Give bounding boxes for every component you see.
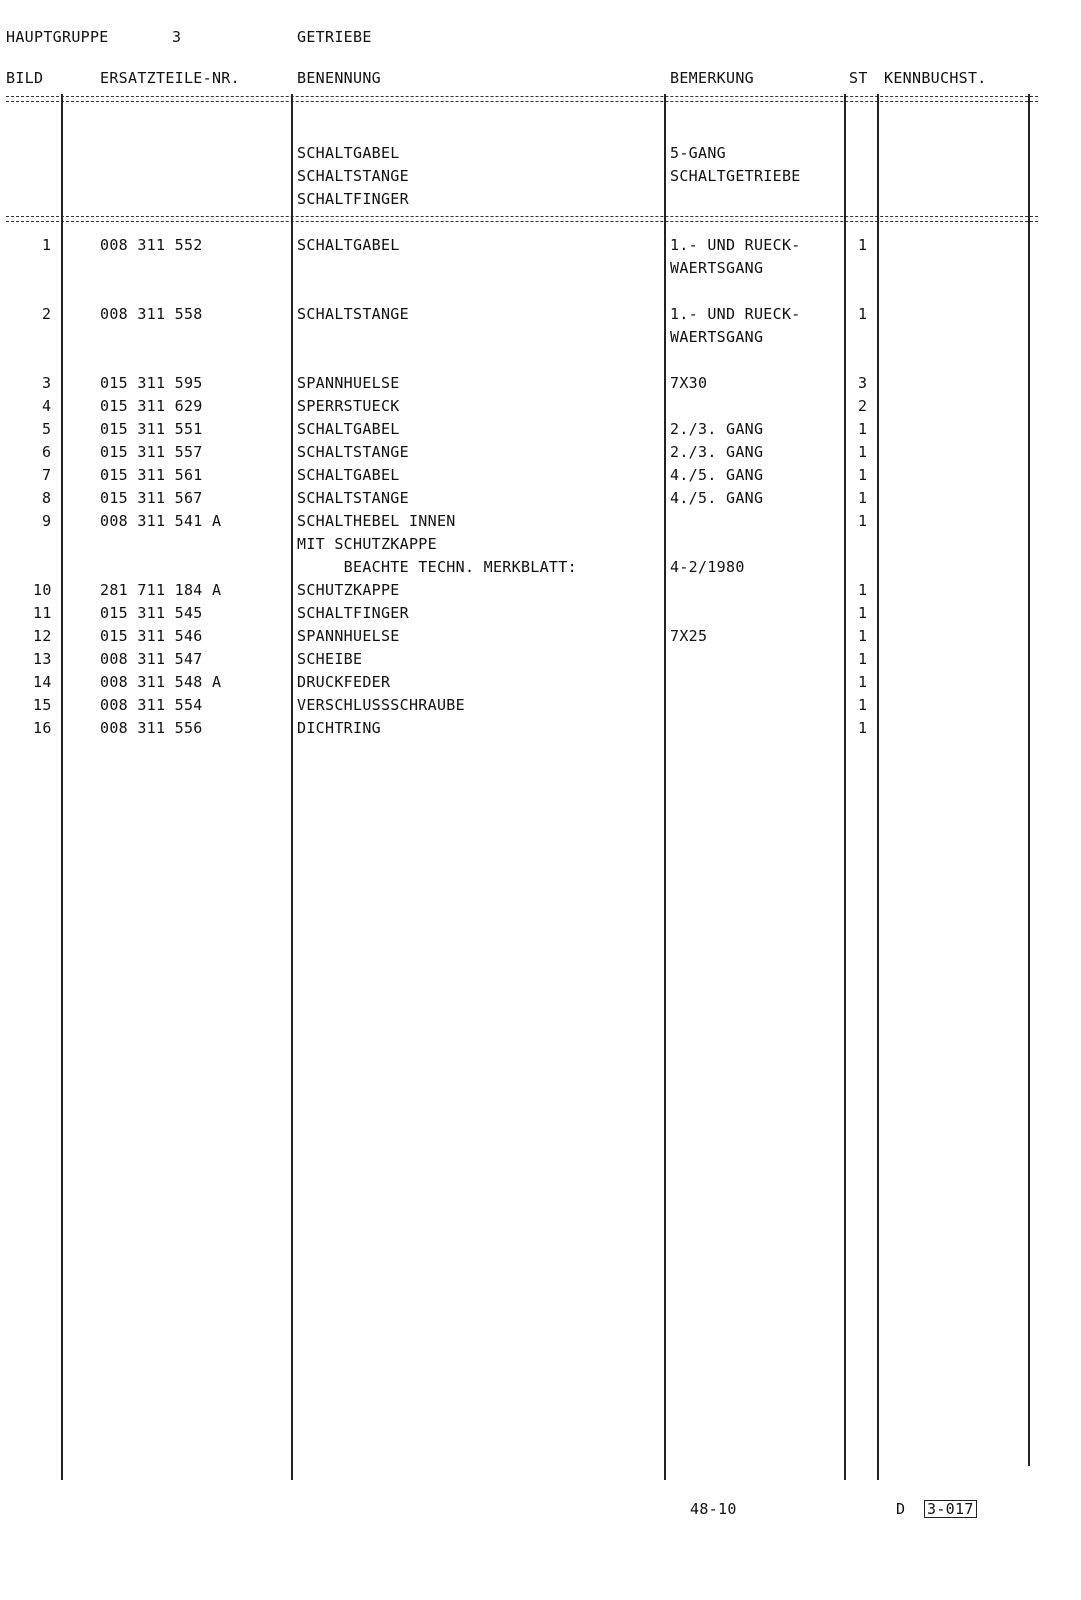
row-bild: 15 bbox=[33, 696, 52, 714]
page-number: 48-10 bbox=[690, 1500, 737, 1518]
col-header-st: ST bbox=[849, 69, 868, 87]
row-bild: 6 bbox=[42, 443, 52, 461]
row-benennung: SCHALTFINGER bbox=[297, 604, 409, 622]
column-divider-2 bbox=[291, 94, 293, 1480]
row-st: 1 bbox=[858, 420, 868, 438]
col-header-benennung: BENENNUNG bbox=[297, 69, 381, 87]
row-bild: 9 bbox=[42, 512, 52, 530]
row-part-number: 015 311 561 bbox=[100, 466, 203, 484]
row-benennung: SCHUTZKAPPE bbox=[297, 581, 400, 599]
row-bemerkung: 4./5. GANG bbox=[670, 489, 764, 507]
row-bemerkung: 7X25 bbox=[670, 627, 708, 645]
row-benennung: SCHALTSTANGE bbox=[297, 305, 409, 323]
row-st: 1 bbox=[858, 489, 868, 507]
row-benennung: SCHALTGABEL bbox=[297, 466, 400, 484]
hauptgruppe-number: 3 bbox=[172, 28, 182, 46]
section-separator bbox=[6, 216, 1038, 222]
row-note: MIT SCHUTZKAPPE bbox=[297, 535, 437, 553]
row-benennung: SPERRSTUECK bbox=[297, 397, 400, 415]
row-part-number: 015 311 629 bbox=[100, 397, 203, 415]
hauptgruppe-title: GETRIEBE bbox=[297, 28, 372, 46]
row-st: 1 bbox=[858, 650, 868, 668]
row-bild: 16 bbox=[33, 719, 52, 737]
row-bild: 4 bbox=[42, 397, 52, 415]
row-part-number: 008 311 547 bbox=[100, 650, 203, 668]
col-header-bemerkung: BEMERKUNG bbox=[670, 69, 754, 87]
header-separator bbox=[6, 96, 1038, 102]
row-part-number: 015 311 546 bbox=[100, 627, 203, 645]
row-part-number: 008 311 548 A bbox=[100, 673, 222, 691]
row-bemerkung: 4-2/1980 bbox=[670, 558, 745, 576]
row-bild: 10 bbox=[33, 581, 52, 599]
language-code: D bbox=[896, 1500, 906, 1518]
row-part-number: 015 311 595 bbox=[100, 374, 203, 392]
page-reference-box: 3-017 bbox=[924, 1500, 977, 1518]
row-bild: 13 bbox=[33, 650, 52, 668]
row-bild: 14 bbox=[33, 673, 52, 691]
column-divider-4 bbox=[844, 94, 846, 1480]
row-st: 1 bbox=[858, 719, 868, 737]
row-part-number: 015 311 567 bbox=[100, 489, 203, 507]
row-bemerkung-cont: WAERTSGANG bbox=[670, 328, 764, 346]
column-divider-3 bbox=[664, 94, 666, 1480]
row-bemerkung-cont: WAERTSGANG bbox=[670, 259, 764, 277]
row-bemerkung: 2./3. GANG bbox=[670, 443, 764, 461]
row-bemerkung: 2./3. GANG bbox=[670, 420, 764, 438]
section-remark-2: SCHALTGETRIEBE bbox=[670, 167, 801, 185]
row-part-number: 008 311 552 bbox=[100, 236, 203, 254]
row-bild: 2 bbox=[42, 305, 52, 323]
col-header-ersatzteile-nr: ERSATZTEILE-NR. bbox=[100, 69, 240, 87]
row-st: 1 bbox=[858, 443, 868, 461]
row-part-number: 015 311 557 bbox=[100, 443, 203, 461]
row-bild: 12 bbox=[33, 627, 52, 645]
col-header-bild: BILD bbox=[6, 69, 44, 87]
row-bild: 8 bbox=[42, 489, 52, 507]
row-st: 1 bbox=[858, 627, 868, 645]
row-st: 1 bbox=[858, 466, 868, 484]
row-benennung: SCHALTSTANGE bbox=[297, 443, 409, 461]
section-line-1: SCHALTGABEL bbox=[297, 144, 400, 162]
row-bild: 7 bbox=[42, 466, 52, 484]
row-st: 1 bbox=[858, 581, 868, 599]
row-benennung: SPANNHUELSE bbox=[297, 627, 400, 645]
row-benennung: VERSCHLUSSSCHRAUBE bbox=[297, 696, 465, 714]
row-benennung: SPANNHUELSE bbox=[297, 374, 400, 392]
section-line-2: SCHALTSTANGE bbox=[297, 167, 409, 185]
section-remark-1: 5-GANG bbox=[670, 144, 726, 162]
row-bild: 5 bbox=[42, 420, 52, 438]
row-benennung: DICHTRING bbox=[297, 719, 381, 737]
row-st: 1 bbox=[858, 236, 868, 254]
row-benennung: SCHALTGABEL bbox=[297, 236, 400, 254]
row-bemerkung: 1.- UND RUECK- bbox=[670, 236, 801, 254]
row-benennung: SCHALTHEBEL INNEN bbox=[297, 512, 456, 530]
hauptgruppe-label: HAUPTGRUPPE bbox=[6, 28, 109, 46]
row-part-number: 015 311 545 bbox=[100, 604, 203, 622]
column-divider-6 bbox=[1028, 94, 1030, 1466]
column-divider-1 bbox=[61, 94, 63, 1480]
row-part-number: 281 711 184 A bbox=[100, 581, 222, 599]
row-st: 2 bbox=[858, 397, 868, 415]
row-bild: 1 bbox=[42, 236, 52, 254]
row-benennung: DRUCKFEDER bbox=[297, 673, 391, 691]
section-line-3: SCHALTFINGER bbox=[297, 190, 409, 208]
column-divider-5 bbox=[877, 94, 879, 1480]
row-bemerkung: 1.- UND RUECK- bbox=[670, 305, 801, 323]
row-bemerkung: 7X30 bbox=[670, 374, 708, 392]
row-st: 1 bbox=[858, 604, 868, 622]
row-part-number: 008 311 556 bbox=[100, 719, 203, 737]
row-part-number: 015 311 551 bbox=[100, 420, 203, 438]
row-st: 1 bbox=[858, 512, 868, 530]
row-part-number: 008 311 558 bbox=[100, 305, 203, 323]
row-st: 1 bbox=[858, 673, 868, 691]
row-part-number: 008 311 541 A bbox=[100, 512, 222, 530]
row-benennung: SCHALTGABEL bbox=[297, 420, 400, 438]
row-note: BEACHTE TECHN. MERKBLATT: bbox=[297, 558, 577, 576]
row-bild: 11 bbox=[33, 604, 52, 622]
row-st: 1 bbox=[858, 305, 868, 323]
row-st: 1 bbox=[858, 696, 868, 714]
row-st: 3 bbox=[858, 374, 868, 392]
row-bild: 3 bbox=[42, 374, 52, 392]
row-benennung: SCHALTSTANGE bbox=[297, 489, 409, 507]
row-part-number: 008 311 554 bbox=[100, 696, 203, 714]
col-header-kennbuchst: KENNBUCHST. bbox=[884, 69, 987, 87]
row-bemerkung: 4./5. GANG bbox=[670, 466, 764, 484]
row-benennung: SCHEIBE bbox=[297, 650, 363, 668]
